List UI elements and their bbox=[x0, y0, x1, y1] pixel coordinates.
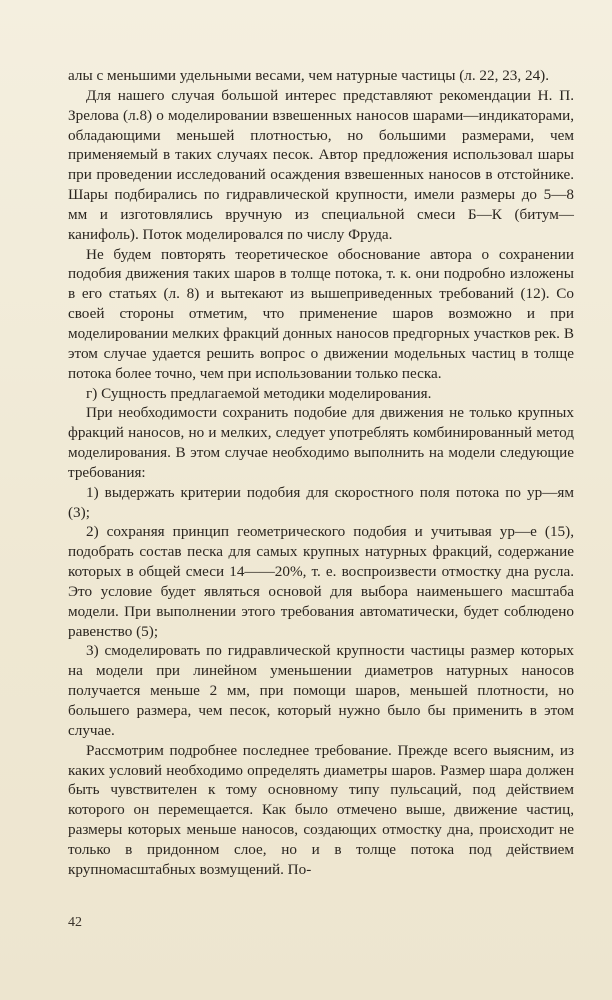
body-text bbox=[68, 66, 574, 880]
paragraph-3: Не будем повторять теоретическое обоснование автора о сохранении подобия движения таких шаров в толще потока, т. к. они подробно изложены в его статьях (л. 8) и вытекают из вышеприведенных требований (12). Со своей стороны отметим, что применение шаров возможно и при моделировании мелких фракций донных наносов предгорных участков рек. В этом случае удается решить вопрос о движении модельных частиц в толще потока более точно, чем при использовании только песка. bbox=[68, 245, 574, 382]
section-heading-g: г) Сущность предлагаемой методики моделирования. bbox=[86, 384, 432, 402]
requirement-3: 3) смоделировать по гидравлической крупности частицы размер которых на модели при линейном уменьшении диаметров натурных наносов получается меньше 2 мм, при помощи шаров, меньшей плотности, но большего размера, чем песок, который нужно было бы применить в этом случае. bbox=[68, 642, 574, 739]
paragraph-1: алы с меньшими удельными весами, чем натурные частицы (л. 22, 23, 24). bbox=[68, 67, 550, 84]
page-number: 42 bbox=[68, 915, 82, 930]
paragraph-5: При необходимости сохранить подобие для движения не только крупных фракций наносов, но и мелких, следует употреблять комбинированный метод моделирования. В этом случае необходимо выполнить на модели следующие требования: bbox=[68, 404, 574, 481]
requirement-1: 1) выдержать критерии подобия для скоростного поля потока по ур—ям (3); bbox=[68, 483, 574, 521]
requirement-2: 2) сохраняя принцип геометрического подобия и учитывая ур—е (15), подобрать состав песка для самых крупных натурных фракций, содержание которых в общей смеси 14——20%, т. е. воспроизвести отмостку дна русла. Это условие будет являться основой для выбора наименьшего масштаба модели. При выполнении этого требования автоматически, будет соблюдено равенство (5); bbox=[68, 523, 574, 640]
paragraph-2: Для нашего случая большой интерес представляют рекомендации Н. П. Зрелова (л.8) о моделировании взвешенных наносов шарами—индикаторами, обладающими меньшей плотностью, но большими размерами, чем применяемый в таких случаях песок. Автор предложения использовал шары при проведении исследований осаждения взвешенных наносов в отстойнике. Шары подбирались по гидравлической крупности, имели размеры до 5—8 мм и изготовлялись вручную из специальной смеси Б—К (битум—канифоль). Поток моделировался по числу Фруда. bbox=[68, 86, 574, 243]
paragraph-9: Рассмотрим подробнее последнее требование. Прежде всего выясним, из каких условий необходимо определять диаметры шаров. Размер шара должен быть чувствителен к тому основному типу пульсаций, под действием которого он перемещается. Как было отмечено выше, движение частиц, размеры которых меньше наносов, создающих отмостку дна, происходит не только в придонном слое, но и в толще потока под действием крупномасштабных возмущений. По- bbox=[68, 741, 574, 878]
